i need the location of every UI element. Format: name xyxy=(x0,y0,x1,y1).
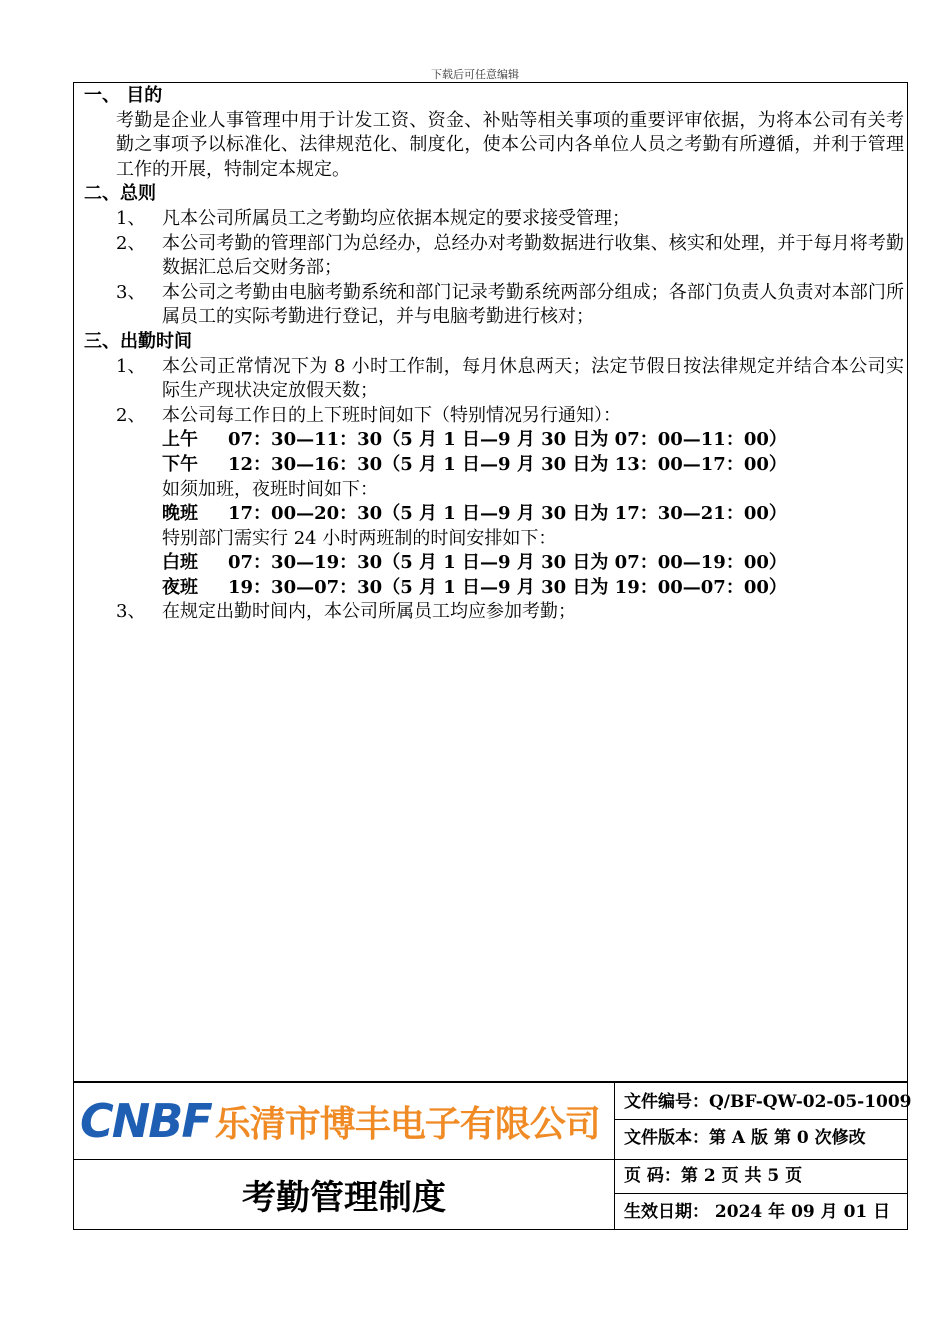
company-logo xyxy=(80,1085,600,1157)
list-item xyxy=(84,207,904,232)
effective-date: 生效日期： 2024 年 09 月 01 日 xyxy=(624,1202,891,1222)
top-note: 下载后可任意编辑 xyxy=(431,68,519,81)
file-number: 文件编号：Q/BF-QW-02-05-1009 xyxy=(624,1092,912,1112)
item-text: 本公司考勤的管理部门为总经办，总经办对考勤数据进行收集、核实和处理，并于每月将考勤数据汇总后交财务部； xyxy=(162,232,904,279)
document-footer-table xyxy=(73,1082,912,1230)
schedule-label: 上午 xyxy=(162,429,198,451)
page-info: 页 码：第 2 页 共 5 页 xyxy=(624,1166,803,1186)
file-version: 文件版本：第 A 版 第 0 次修改 xyxy=(624,1128,866,1148)
section-2-heading: 二、总则 xyxy=(84,183,156,205)
divider xyxy=(614,1193,907,1194)
schedule-day-shift xyxy=(84,551,904,576)
list-item xyxy=(84,355,904,404)
schedule-night xyxy=(84,502,904,527)
item-number: 1、 xyxy=(116,355,146,377)
schedule-time: 19：30—07：30（5 月 1 日—9 月 30 日为 19：00—07：00） xyxy=(228,576,787,598)
overtime-note: 如须加班，夜班时间如下： xyxy=(162,478,378,500)
document-body xyxy=(84,84,904,625)
schedule-time: 07：30—19：30（5 月 1 日—9 月 30 日为 07：00—19：00） xyxy=(228,552,787,574)
list-item xyxy=(84,232,904,281)
list-item xyxy=(84,281,904,330)
item-text: 本公司正常情况下为 8 小时工作制，每月休息两天；法定节假日按法律规定并结合本公司实际生产现状决定放假天数； xyxy=(162,355,904,402)
item-text: 在规定出勤时间内，本公司所属员工均应参加考勤； xyxy=(162,601,576,623)
schedule-time: 12：30—16：30（5 月 1 日—9 月 30 日为 13：00—17：00） xyxy=(228,453,787,475)
schedule-afternoon xyxy=(84,453,904,478)
item-number: 1、 xyxy=(116,207,146,229)
logo-mark: CNBF xyxy=(80,1094,211,1148)
item-number: 3、 xyxy=(116,281,146,303)
section-1-heading: 一、 目的 xyxy=(84,85,163,106)
schedule-night-shift xyxy=(84,576,904,601)
schedule-label: 晚班 xyxy=(162,503,198,525)
item-text: 本公司之考勤由电脑考勤系统和部门记录考勤系统两部分组成；各部门负责人负责对本部门所属员工的实际考勤进行登记，并与电脑考勤进行核对； xyxy=(162,281,904,328)
list-item xyxy=(84,404,904,429)
schedule-label: 夜班 xyxy=(162,576,198,598)
item-text: 凡本公司所属员工之考勤均应依据本规定的要求接受管理； xyxy=(162,207,630,229)
company-name: 乐清市博丰电子有限公司 xyxy=(214,1103,600,1145)
schedule-label: 白班 xyxy=(162,552,198,574)
schedule-morning xyxy=(84,428,904,453)
section-3-heading: 三、出勤时间 xyxy=(84,330,192,352)
schedule-label: 下午 xyxy=(162,453,198,475)
divider xyxy=(614,1083,615,1229)
item-number: 2、 xyxy=(116,232,146,254)
schedule-time: 07：30—11：30（5 月 1 日—9 月 30 日为 07：00—11：00） xyxy=(228,429,787,451)
document-title: 考勤管理制度 xyxy=(242,1178,446,1218)
item-number: 2、 xyxy=(116,404,146,426)
list-item xyxy=(84,600,904,625)
item-text: 本公司每工作日的上下班时间如下（特别情况另行通知）： xyxy=(162,404,621,426)
schedule-time: 17：00—20：30（5 月 1 日—9 月 30 日为 17：30—21：00） xyxy=(228,503,787,525)
item-number: 3、 xyxy=(116,601,146,623)
divider xyxy=(614,1119,907,1120)
two-shift-note: 特别部门需实行 24 小时两班制的时间安排如下： xyxy=(162,527,557,549)
section-1-paragraph: 考勤是企业人事管理中用于计发工资、资金、补贴等相关事项的重要评审依据，为将本公司有关考勤之事项予以标准化、法律规范化、制度化，使本公司内各单位人员之考勤有所遵循，并利于管理工作的开展，特制定本规定。 xyxy=(116,109,904,180)
divider xyxy=(614,1159,907,1160)
